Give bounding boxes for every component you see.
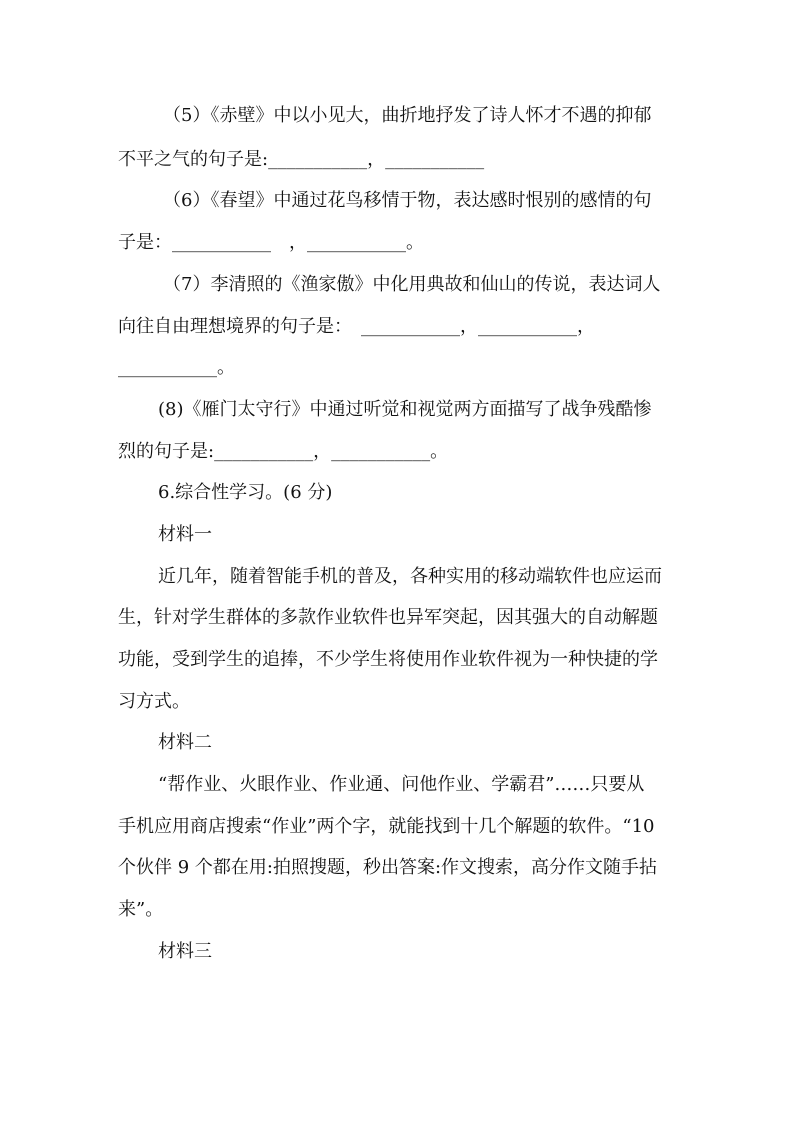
material-3-heading: 材料三 — [158, 941, 212, 962]
material-2-heading: 材料二 — [158, 732, 212, 753]
text-line-q8-b: 烈的句子是:___________，___________。 — [118, 441, 449, 462]
text-line-q6-b: 子是：___________ ，___________。 — [118, 232, 424, 253]
material-1-line-4: 习方式。 — [118, 691, 190, 712]
text-line-q8-a: (8)《雁门太守行》中通过听觉和视觉两方面描写了战争残酷惨 — [158, 399, 652, 420]
text-line-q5-a: （5）《赤壁》中以小见大，曲折地抒发了诗人怀才不遇的抑郁 — [163, 105, 652, 126]
material-1-line-1: 近几年，随着智能手机的普及，各种实用的移动端软件也应运而 — [158, 566, 662, 587]
material-1-heading: 材料一 — [158, 524, 212, 545]
material-1-line-2: 生，针对学生群体的多款作业软件也异军突起，因其强大的自动解题 — [118, 607, 658, 628]
section-heading-6: 6.综合性学习。(6 分) — [158, 482, 333, 503]
text-line-q7-a: （7）李清照的《渔家傲》中化用典故和仙山的传说，表达词人 — [163, 274, 661, 295]
text-line-q7-b: 向往自由理想境界的句子是： ___________，___________， — [118, 316, 595, 337]
material-2-line-3: 个伙伴 9 个都在用:拍照搜题，秒出答案:作文搜索，高分作文随手拈 — [118, 857, 658, 878]
material-2-line-1: “帮作业、火眼作业、作业通、问他作业、学霸君”……只要从 — [158, 774, 645, 795]
text-line-q6-a: （6）《春望》中通过花鸟移情于物，表达感时恨别的感情的句 — [163, 190, 652, 211]
text-line-q7-c: ___________。 — [118, 357, 235, 378]
material-1-line-3: 功能，受到学生的追捧，不少学生将使用作业软件视为一种快捷的学 — [118, 649, 658, 670]
text-line-q5-b: 不平之气的句子是:___________，___________ — [118, 149, 485, 170]
material-2-line-2: 手机应用商店搜索“作业”两个字，就能找到十几个解题的软件。“10 — [118, 816, 655, 837]
material-2-line-4: 来”。 — [118, 899, 164, 920]
